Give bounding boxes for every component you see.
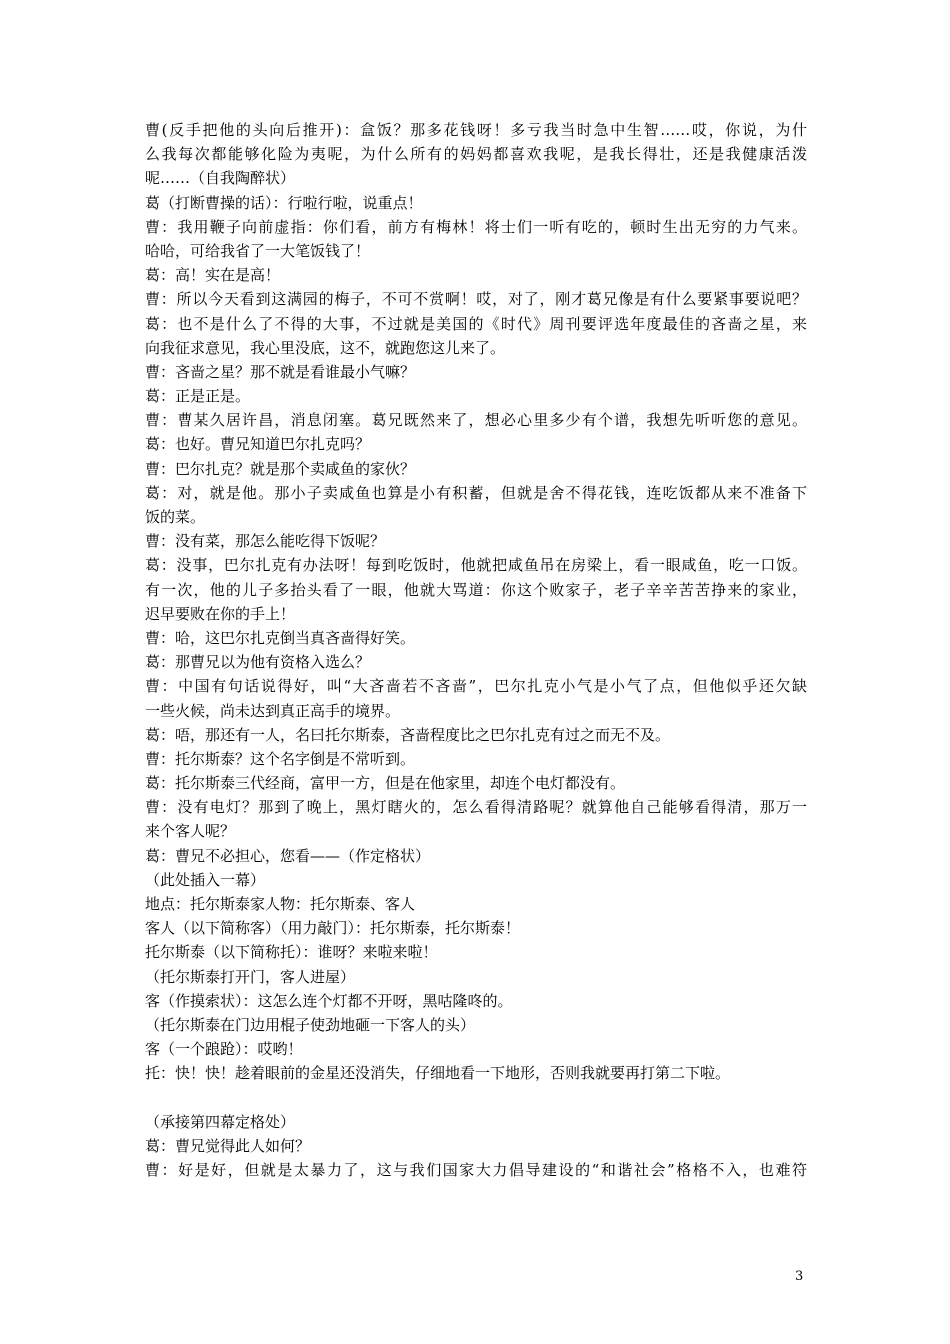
text-line: 曹：曹某久居许昌，消息闭塞。葛兄既然来了，想必心里多少有个谱，我想先听听您的意见。 xyxy=(145,411,807,430)
text-line: 有一次，他的儿子多抬头看了一眼，他就大骂道：你这个败家子，老子辛辛苦苦挣来的家业， xyxy=(145,580,807,599)
text-line: 客（一个踉跄）：哎哟！ xyxy=(145,1040,303,1059)
text-line: 曹：吝啬之星？那不就是看谁最小气嘛？ xyxy=(145,362,416,381)
text-line: 葛：那曹兄以为他有资格入选么？ xyxy=(145,653,371,672)
text-line: 托：快！快！趁着眼前的金星还没消失，仔细地看一下地形，否则我就要再打第二下啦。 xyxy=(145,1064,731,1083)
text-line: 客（作摸索状）：这怎么连个灯都不开呀，黑咕隆咚的。 xyxy=(145,991,513,1010)
text-line: 曹：哈，这巴尔扎克倒当真吝啬得好笑。 xyxy=(145,628,416,647)
text-line: 客人（以下简称客）（用力敲门）：托尔斯泰，托尔斯泰！ xyxy=(145,919,521,938)
text-line: 曹：中国有句话说得好，叫“大吝啬若不吝啬”，巴尔扎克小气是小气了点，但他似乎还欠缺 xyxy=(145,677,807,696)
text-line: 葛：高！实在是高！ xyxy=(145,266,281,285)
text-line: （此处插入一幕） xyxy=(145,870,266,889)
text-line: 葛：正是正是。 xyxy=(145,387,251,406)
text-line: 迟早要败在你的手上！ xyxy=(145,604,296,623)
text-line: 葛：曹兄觉得此人如何？ xyxy=(145,1136,311,1155)
text-line: （托尔斯泰在门边用棍子使劲地砸一下客人的头） xyxy=(145,1015,476,1034)
text-line: （托尔斯泰打开门，客人进屋） xyxy=(145,967,356,986)
text-line: 托尔斯泰（以下简称托）：谁呀？来啦来啦！ xyxy=(145,943,438,962)
text-line: 一些火候，尚未达到真正高手的境界。 xyxy=(145,701,401,720)
text-line: 哈哈，可给我省了一大笔饭钱了！ xyxy=(145,241,371,260)
text-line: 葛（打断曹操的话）：行啦行啦，说重点！ xyxy=(145,193,423,212)
text-line: 曹：巴尔扎克？就是那个卖咸鱼的家伙？ xyxy=(145,459,416,478)
text-line: 呢……（自我陶醉状） xyxy=(145,169,296,188)
text-line: 葛：唔，那还有一人，名曰托尔斯泰，吝啬程度比之巴尔扎克有过之而无不及。 xyxy=(145,725,671,744)
text-line: 曹：没有菜，那怎么能吃得下饭呢？ xyxy=(145,532,386,551)
text-line: 曹(反手把他的头向后推开)：盒饭？那多花钱呀！多亏我当时急中生智……哎，你说，为什 xyxy=(145,121,807,139)
text-line: 么我每次都能够化险为夷呢，为什么所有的妈妈都喜欢我呢，是我长得壮，还是我健康活泼 xyxy=(145,145,807,164)
text-line: 葛：曹兄不必担心，您看——（作定格状） xyxy=(145,846,431,865)
text-line: 曹：托尔斯泰？这个名字倒是不常听到。 xyxy=(145,749,416,768)
page-number: 3 xyxy=(795,1269,804,1284)
text-line: 曹：我用鞭子向前虚指：你们看，前方有梅林！将士们一听有吃的，顿时生出无穷的力气来。 xyxy=(145,217,807,236)
text-line: 饭的菜。 xyxy=(145,508,206,526)
blank-line xyxy=(145,1086,807,1110)
text-line: 来个客人呢？ xyxy=(145,822,236,841)
text-line: 葛：也不是什么了不得的大事，不过就是美国的《时代》周刊要评选年度最佳的吝啬之星，来 xyxy=(145,314,807,333)
text-line: （承接第四幕定格处） xyxy=(145,1112,296,1131)
text-line: 曹：所以今天看到这满园的梅子，不可不赏啊！哎，对了，刚才葛兄像是有什么要紧事要说吧？ xyxy=(145,290,807,309)
text-line: 曹：好是好，但就是太暴力了，这与我们国家大力倡导建设的“和谐社会”格格不入，也难符 xyxy=(145,1161,807,1180)
text-line: 地点：托尔斯泰家人物：托尔斯泰、客人 xyxy=(145,895,416,913)
text-line: 葛：也好。曹兄知道巴尔扎克吗？ xyxy=(145,435,371,454)
text-line: 葛：对，就是他。那小子卖咸鱼也算是小有积蓄，但就是舍不得花钱，连吃饭都从来不准备下 xyxy=(145,483,807,502)
text-line: 向我征求意见，我心里没底，这不，就跑您这儿来了。 xyxy=(145,338,506,357)
text-line: 葛：托尔斯泰三代经商，富甲一方，但是在他家里，却连个电灯都没有。 xyxy=(145,774,626,793)
text-line: 曹：没有电灯？那到了晚上，黑灯瞎火的，怎么看得清路呢？就算他自己能够看得清，那万一 xyxy=(145,798,807,817)
text-line: 葛：没事，巴尔扎克有办法呀！每到吃饭时，他就把咸鱼吊在房梁上，看一眼咸鱼，吃一口饭。 xyxy=(145,556,807,575)
document-body xyxy=(145,118,807,1182)
